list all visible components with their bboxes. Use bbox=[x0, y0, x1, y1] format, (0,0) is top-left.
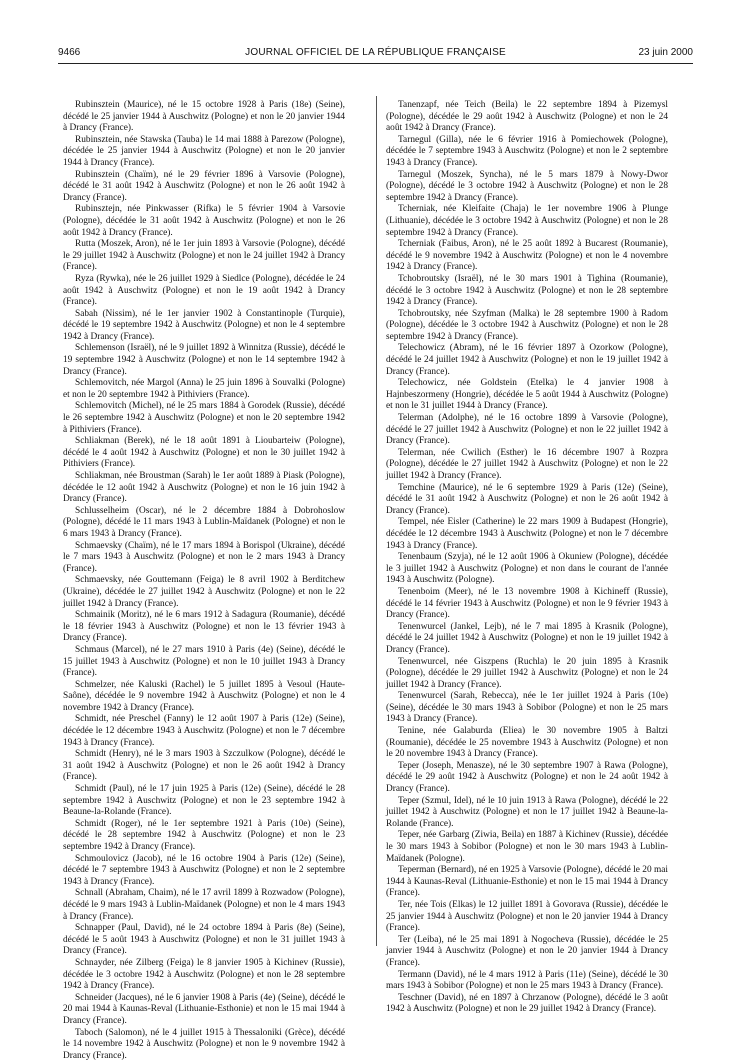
death-record-entry: Schlemovitch, née Margol (Anna) le 25 juin 1896 à Souvalki (Pologne) et non le 20 septembre 1942 à Pithiviers (France). bbox=[63, 378, 345, 401]
death-record-entry: Tcherniak, née Kleifaite (Chaja) le 1er novembre 1906 à Plunge (Lithuanie), décédée le 3 octobre 1942 à Auschwitz (Pologne) et non le 28 septembre 1942 à Drancy (France). bbox=[386, 204, 668, 239]
death-record-entry: Teper (Joseph, Menasze), né le 30 septembre 1907 à Rawa (Pologne), décédé le 29 août 1942 à Auschwitz (Pologne) et non le 24 août 1942 à Drancy (France). bbox=[386, 761, 668, 796]
death-record-entry: Schlemovitch (Michel), né le 25 mars 1884 à Gorodek (Russie), décédé le 26 septembre 1942 à Auschwitz (Pologne) et non le 20 septembre 1942 à Pithiviers (France). bbox=[63, 401, 345, 436]
death-record-entry: Sabah (Nissim), né le 1er janvier 1902 à Constantinople (Turquie), décédé le 19 septembre 1942 à Auschwitz (Pologne) et non le 4 septembre 1942 à Drancy (France). bbox=[63, 309, 345, 344]
death-record-entry: Schnayder, née Zilberg (Feiga) le 8 janvier 1905 à Kichinev (Russie), décédée le 3 octobre 1942 à Auschwitz (Pologne) et non le 28 septembre 1942 à Drancy (France). bbox=[63, 958, 345, 993]
death-record-entry: Tenenbaum (Szyja), né le 12 août 1906 à Okuniew (Pologne), décédée le 3 juillet 1942 à Auschwitz (Pologne) et non dans le courant de l'année 1943 à Auschwitz (Pologne). bbox=[386, 552, 668, 587]
left-column bbox=[63, 100, 345, 1062]
death-record-entry: Rubinsztein (Maurice), né le 15 octobre 1928 à Paris (18e) (Seine), décédé le 25 janvier 1944 à Auschwitz (Pologne) et non le 20 janvier 1944 à Drancy (France). bbox=[63, 100, 345, 135]
death-record-entry: Schmaevsky, née Gouttemann (Feiga) le 8 avril 1902 à Berditchew (Ukraine), décédée le 27 juillet 1942 à Auschwitz (Pologne) et non le 22 juillet 1942 à Drancy (France). bbox=[63, 575, 345, 610]
death-record-entry: Schmidt, née Preschel (Fanny) le 12 août 1907 à Paris (12e) (Seine), décédée le 12 décembre 1943 à Auschwitz (Pologne) et non le 7 décembre 1943 à Drancy (France). bbox=[63, 714, 345, 749]
death-record-entry: Ryza (Rywka), née le 26 juillet 1929 à Siedlce (Pologne), décédée le 24 août 1942 à Auschwitz (Pologne) et non le 19 août 1942 à Drancy (France). bbox=[63, 274, 345, 309]
death-record-entry: Telechowicz, née Goldstein (Etelka) le 4 janvier 1908 à Hajnbeszormeny (Hongrie), décédée le 5 août 1944 à Auschwitz (Pologne) et non le 31 juillet 1944 à Drancy (France). bbox=[386, 378, 668, 413]
death-record-entry: Ter (Leiba), né le 25 mai 1891 à Nogocheva (Russie), décédée le 25 janvier 1944 à Auschwitz (Pologne) et non le 20 janvier 1944 à Drancy (France). bbox=[386, 935, 668, 970]
death-record-entry: Schmelzer, née Kaluski (Rachel) le 5 juillet 1895 à Vesoul (Haute-Saône), décédée le 9 novembre 1942 à Auschwitz (Pologne) et non le 4 novembre 1942 à Drancy (France). bbox=[63, 680, 345, 715]
death-record-entry: Tenine, née Galaburda (Eliea) le 30 novembre 1905 à Baltzi (Roumanie), décédée le 25 novembre 1943 à Auschwitz (Pologne) et non le 20 novembre 1943 à Drancy (France). bbox=[386, 726, 668, 761]
death-record-entry: Tarnegul (Moszek, Syncha), né le 5 mars 1879 à Nowy-Dwor (Pologne), décédé le 3 octobre 1942 à Auschwitz (Pologne) et non le 28 septembre 1942 à Drancy (France). bbox=[386, 170, 668, 205]
page-number: 9466 bbox=[58, 47, 80, 58]
death-record-entry: Termann (David), né le 4 mars 1912 à Paris (11e) (Seine), décédé le 30 mars 1943 à Sobibor (Pologne) et non le 25 mars 1943 à Drancy (France). bbox=[386, 970, 668, 993]
death-record-entry: Telerman, née Cwilich (Esther) le 16 décembre 1907 à Rozpra (Pologne), décédée le 27 juillet 1942 à Auschwitz (Pologne) et non le 22 juillet 1942 à Drancy (France). bbox=[386, 448, 668, 483]
death-record-entry: Schmidt (Paul), né le 17 juin 1925 à Paris (12e) (Seine), décédé le 28 septembre 1942 à Auschwitz (Pologne) et non le 23 septembre 1942 à Beaune-la-Rolande (France). bbox=[63, 784, 345, 819]
death-record-entry: Tcherniak (Faibus, Aron), né le 25 août 1892 à Bucarest (Roumanie), décédé le 9 novembre 1942 à Auschwitz (Pologne) et non le 4 novembre 1942 à Drancy (France). bbox=[386, 239, 668, 274]
death-record-entry: Telerman (Adolphe), né le 16 octobre 1899 à Varsovie (Pologne), décédé le 27 juillet 1942 à Auschwitz (Pologne) et non le 22 juillet 1942 à Drancy (France). bbox=[386, 413, 668, 448]
publication-date: 23 juin 2000 bbox=[639, 47, 694, 58]
death-record-entry: Taboch (Salomon), né le 4 juillet 1915 à Thessaloniki (Grèce), décédé le 14 novembre 1942 à Auschwitz (Pologne) et non le 9 novembre 1942 à Drancy (France). bbox=[63, 1028, 345, 1062]
death-record-entry: Schlemenson (Israël), né le 9 juillet 1892 à Winnitza (Russie), décédé le 19 septembre 1942 à Auschwitz (Pologne) et non le 14 septembre 1942 à Drancy (France). bbox=[63, 343, 345, 378]
death-record-entry: Schmidt (Roger), né le 1er septembre 1921 à Paris (10e) (Seine), décédé le 28 septembre 1942 à Auschwitz (Pologne) et non le 23 septembre 1942 à Drancy (France). bbox=[63, 819, 345, 854]
page-header bbox=[58, 47, 693, 61]
death-record-entry: Schmidt (Henry), né le 3 mars 1903 à Szczulkow (Pologne), décédé le 31 août 1942 à Auschwitz (Pologne) et non le 26 août 1942 à Drancy (France). bbox=[63, 749, 345, 784]
death-record-entry: Tenenwurcel (Jankel, Lejb), né le 7 mai 1895 à Krasnik (Pologne), décédé le 24 juillet 1942 à Auschwitz (Pologne) et non le 19 juillet 1942 à Drancy (France). bbox=[386, 622, 668, 657]
death-record-entry: Teper (Szmul, Idel), né le 10 juin 1913 à Rawa (Pologne), décédé le 22 juillet 1942 à Auschwitz (Pologne) et non le 17 juillet 1942 à Beaune-la-Rolande (France). bbox=[386, 796, 668, 831]
death-record-entry: Schliakman, née Broustman (Sarah) le 1er août 1889 à Piask (Pologne), décédée le 12 août 1942 à Auschwitz (Pologne) et non le 16 juin 1942 à Drancy (France). bbox=[63, 471, 345, 506]
column-divider bbox=[376, 96, 377, 946]
death-record-entry: Schmainik (Moritz), né le 6 mars 1912 à Sadagura (Roumanie), décédé le 18 février 1943 à Auschwitz (Pologne) et non le 13 février 1943 à Drancy (France). bbox=[63, 610, 345, 645]
death-record-entry: Schliakman (Berek), né le 18 août 1891 à Lioubarteiw (Pologne), décédé le 4 août 1942 à Auschwitz (Pologne) et non le 30 juillet 1942 à Pithiviers (France). bbox=[63, 436, 345, 471]
header-rule bbox=[58, 63, 693, 64]
death-record-entry: Schmaus (Marcel), né le 27 mars 1910 à Paris (4e) (Seine), décédé le 15 juillet 1943 à Auschwitz (Pologne) et non le 10 juillet 1943 à Drancy (France). bbox=[63, 645, 345, 680]
right-column bbox=[386, 100, 668, 1016]
death-record-entry: Tenenwurcel, née Giszpens (Ruchla) le 20 juin 1895 à Krasnik (Pologne), décédée le 29 juillet 1942 à Auschwitz (Pologne) et non le 24 juillet 1942 à Drancy (France). bbox=[386, 657, 668, 692]
death-record-entry: Teschner (David), né en 1897 à Chrzanow (Pologne), décédé le 3 août 1942 à Auschwitz (Pologne) et non le 29 juillet 1942 à Drancy (France). bbox=[386, 993, 668, 1016]
death-record-entry: Tenenboim (Meer), né le 13 novembre 1908 à Kichineff (Russie), décédé le 14 février 1943 à Auschwitz (Pologne) et non le 9 février 1943 à Drancy (France). bbox=[386, 587, 668, 622]
death-record-entry: Schmaevsky (Chaïm), né le 17 mars 1894 à Borispol (Ukraine), décédé le 7 mars 1943 à Auschwitz (Pologne) et non le 2 mars 1943 à Drancy (France). bbox=[63, 541, 345, 576]
death-record-entry: Rubinsztein, née Stawska (Tauba) le 14 mai 1888 à Parezow (Pologne), décédée le 25 janvier 1944 à Auschwitz (Pologne) et non le 20 janvier 1944 à Drancy (France). bbox=[63, 135, 345, 170]
death-record-entry: Tarnegul (Gilla), née le 6 février 1916 à Pomiechowek (Pologne), décédée le 7 septembre 1943 à Auschwitz (Pologne) et non le 2 septembre 1943 à Drancy (France). bbox=[386, 135, 668, 170]
death-record-entry: Teper, née Garbarg (Ziwia, Beila) en 1887 à Kichinev (Russie), décédée le 30 mars 1943 à Sobibor (Pologne) et non le 30 mars 1943 à Lublin-Maïdanek (Pologne). bbox=[386, 830, 668, 865]
death-record-entry: Ter, née Tois (Elkas) le 12 juillet 1891 à Govorava (Russie), décédée le 25 janvier 1944 à Auschwitz (Pologne) et non le 20 janvier 1944 à Drancy (France). bbox=[386, 900, 668, 935]
death-record-entry: Schnall (Abraham, Chaim), né le 17 avril 1899 à Rozwadow (Pologne), décédé le 9 mars 1943 à Lublin-Maïdanek (Pologne) et non le 4 mars 1943 à Drancy (France). bbox=[63, 888, 345, 923]
death-record-entry: Schnapper (Paul, David), né le 24 octobre 1894 à Paris (8e) (Seine), décédé le 5 août 1943 à Auschwitz (Pologne) et non le 31 juillet 1943 à Drancy (France). bbox=[63, 923, 345, 958]
death-record-entry: Rutta (Moszek, Aron), né le 1er juin 1893 à Varsovie (Pologne), décédé le 29 juillet 1942 à Auschwitz (Pologne) et non le 24 juillet 1942 à Drancy (France). bbox=[63, 239, 345, 274]
death-record-entry: Rubinsztein (Chaïm), né le 29 février 1896 à Varsovie (Pologne), décédé le 31 août 1942 à Auschwitz (Pologne) et non le 26 août 1942 à Drancy (France). bbox=[63, 170, 345, 205]
death-record-entry: Schlusselheim (Oscar), né le 2 décembre 1884 à Dobrohoslow (Pologne), décédé le 11 mars 1943 à Lublin-Maïdanek (Pologne) et non le 6 mars 1943 à Drancy (France). bbox=[63, 506, 345, 541]
journal-title: JOURNAL OFFICIEL DE LA RÉPUBLIQUE FRANÇAISE bbox=[58, 47, 693, 58]
death-record-entry: Tanenzapf, née Teich (Beila) le 22 septembre 1894 à Pizemysl (Pologne), décédée le 29 août 1942 à Auschwitz (Pologne) et non le 24 août 1942 à Drancy (France). bbox=[386, 100, 668, 135]
death-record-entry: Tempel, née Eisler (Catherine) le 22 mars 1909 à Budapest (Hongrie), décédée le 12 décembre 1943 à Auschwitz (Pologne) et non le 7 décembre 1943 à Drancy (France). bbox=[386, 517, 668, 552]
death-record-entry: Temchine (Maurice), né le 6 septembre 1929 à Paris (12e) (Seine), décédé le 31 août 1942 à Auschwitz (Pologne) et non le 26 août 1942 à Drancy (France). bbox=[386, 483, 668, 518]
death-record-entry: Tenenwurcel (Sarah, Rebecca), née le 1er juillet 1924 à Paris (10e) (Seine), décédée le 30 mars 1943 à Sobibor (Pologne) et non le 25 mars 1943 à Drancy (France). bbox=[386, 691, 668, 726]
death-record-entry: Telechowicz (Abram), né le 16 février 1897 à Ozorkow (Pologne), décédé le 24 juillet 1942 à Auschwitz (Pologne) et non le 19 juillet 1942 à Drancy (France). bbox=[386, 343, 668, 378]
death-record-entry: Tchobroutsky (Israël), né le 30 mars 1901 à Tighina (Roumanie), décédé le 3 octobre 1942 à Auschwitz (Pologne) et non le 28 septembre 1942 à Drancy (France). bbox=[386, 274, 668, 309]
death-record-entry: Schmoulovicz (Jacob), né le 16 octobre 1904 à Paris (12e) (Seine), décédé le 7 septembre 1943 à Auschwitz (Pologne) et non le 2 septembre 1943 à Drancy (France). bbox=[63, 854, 345, 889]
death-record-entry: Teperman (Bernard), né en 1925 à Varsovie (Pologne), décédé le 20 mai 1944 à Kaunas-Reval (Lithuanie-Esthonie) et non le 15 mai 1944 à Drancy (France). bbox=[386, 865, 668, 900]
death-record-entry: Schneider (Jacques), né le 6 janvier 1908 à Paris (4e) (Seine), décédé le 20 mai 1944 à Kaunas-Reval (Lithuanie-Esthonie) et non le 15 mai 1944 à Drancy (France). bbox=[63, 993, 345, 1028]
death-record-entry: Tchobroutsky, née Szyfman (Malka) le 28 septembre 1900 à Radom (Pologne), décédée le 3 octobre 1942 à Auschwitz (Pologne) et non le 28 septembre 1942 à Drancy (France). bbox=[386, 309, 668, 344]
death-record-entry: Rubinsztejn, née Pinkwasser (Rifka) le 5 février 1904 à Varsovie (Pologne), décédée le 31 août 1942 à Auschwitz (Pologne) et non le 26 août 1942 à Drancy (France). bbox=[63, 204, 345, 239]
